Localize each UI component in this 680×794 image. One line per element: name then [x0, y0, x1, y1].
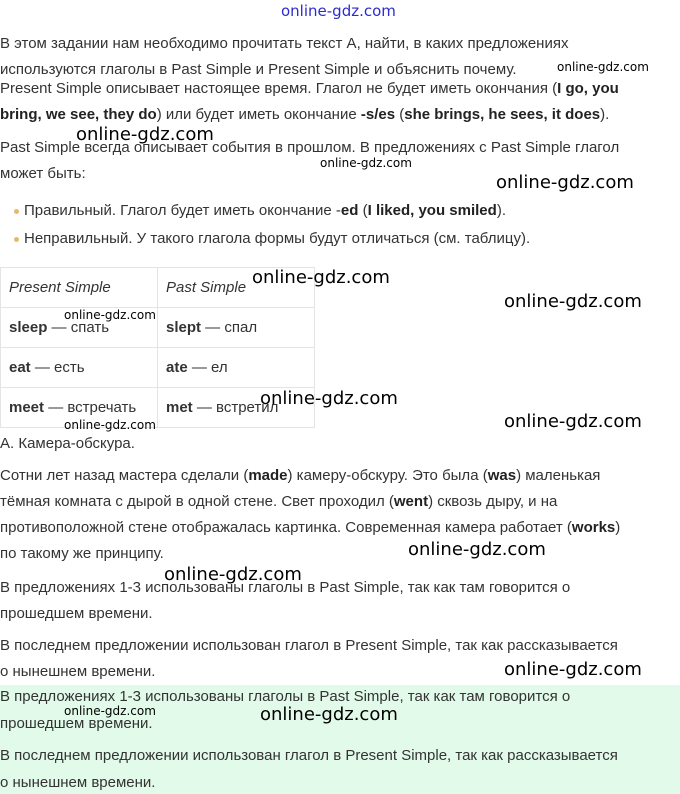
watermark-top: online-gdz.com: [281, 2, 396, 20]
explanation-present-line-2: о нынешнем времени.: [0, 663, 156, 680]
watermark: online-gdz.com: [557, 60, 649, 74]
explanation-past-line-2: прошедшем времени.: [0, 605, 153, 622]
answer-past-line-2: прошедшем времени.: [0, 715, 153, 732]
explanation-past-line-1: В предложениях 1-3 использованы глаголы в Past Simple, так как там говорится о: [0, 579, 571, 596]
intro-line-1: В этом задании нам необходимо прочитать текст А, найти, в каких предложениях: [0, 35, 569, 52]
table-cell: meet — встречать: [1, 388, 158, 428]
watermark: online-gdz.com: [64, 704, 156, 718]
bullet-regular: Правильный. Глагол будет иметь окончание -ed (I liked, you smiled).: [24, 202, 506, 219]
bullet-irregular: Неправильный. У такого глагола формы будут отличаться (см. таблицу).: [24, 230, 531, 247]
answer-past-line-1: В предложениях 1-3 использованы глаголы в Past Simple, так как там говорится о: [0, 688, 571, 705]
intro-line-2: используются глаголы в Past Simple и Present Simple и объяснить почему.: [0, 61, 517, 78]
table-cell: ate — ел: [158, 348, 315, 388]
present-simple-line-2: bring, we see, they do) или будет иметь окончание -s/es (she brings, he sees, it does).: [0, 106, 610, 123]
bullet-icon: [14, 209, 19, 214]
watermark: online-gdz.com: [504, 291, 642, 312]
present-simple-line-1: Present Simple описывает настоящее время. Глагол не будет иметь окончания (I go, you: [0, 80, 619, 97]
watermark: online-gdz.com: [252, 267, 390, 288]
answer-present-line-1: В последнем предложении использован глагол в Present Simple, так как рассказывается: [0, 747, 618, 764]
text-a-title: A. Камера-обскура.: [0, 435, 135, 452]
table-row: [1, 308, 315, 348]
answer-present-line-2: о нынешнем времени.: [0, 774, 156, 791]
text-a-line-4: по такому же принципу.: [0, 545, 164, 562]
watermark: online-gdz.com: [408, 539, 546, 560]
watermark: online-gdz.com: [76, 124, 214, 145]
text-a-line-3: противоположной стене отображалась картинка. Современная камера работает (works): [0, 519, 621, 536]
watermark: online-gdz.com: [496, 172, 634, 193]
watermark: online-gdz.com: [164, 564, 302, 585]
table-cell: sleep — спать: [1, 308, 158, 348]
table-cell: met — встретил: [158, 388, 315, 428]
past-simple-line-1: Past Simple всегда описывает события в прошлом. В предложениях с Past Simple глагол: [0, 139, 620, 156]
bullet-icon: [14, 237, 19, 242]
table-header-cell: Past Simple: [158, 268, 315, 308]
watermark: online-gdz.com: [320, 156, 412, 170]
text-a-line-2: тёмная комната с дырой в одной стене. Свет проходил (went) сквозь дыру, и на: [0, 493, 558, 510]
watermark: online-gdz.com: [260, 704, 398, 725]
text-a-line-1: Сотни лет назад мастера сделали (made) камеру-обскуру. Это была (was) маленькая: [0, 467, 601, 484]
table-cell: slept — спал: [158, 308, 315, 348]
explanation-present-line-1: В последнем предложении использован глагол в Present Simple, так как рассказывается: [0, 637, 618, 654]
watermark: online-gdz.com: [64, 308, 156, 322]
table-row: [1, 348, 315, 388]
watermark: online-gdz.com: [504, 411, 642, 432]
watermark: online-gdz.com: [260, 388, 398, 409]
table-header-cell: Present Simple: [1, 268, 158, 308]
past-simple-line-2: может быть:: [0, 165, 86, 182]
table-cell: eat — есть: [1, 348, 158, 388]
watermark: online-gdz.com: [504, 659, 642, 680]
watermark: online-gdz.com: [64, 418, 156, 432]
